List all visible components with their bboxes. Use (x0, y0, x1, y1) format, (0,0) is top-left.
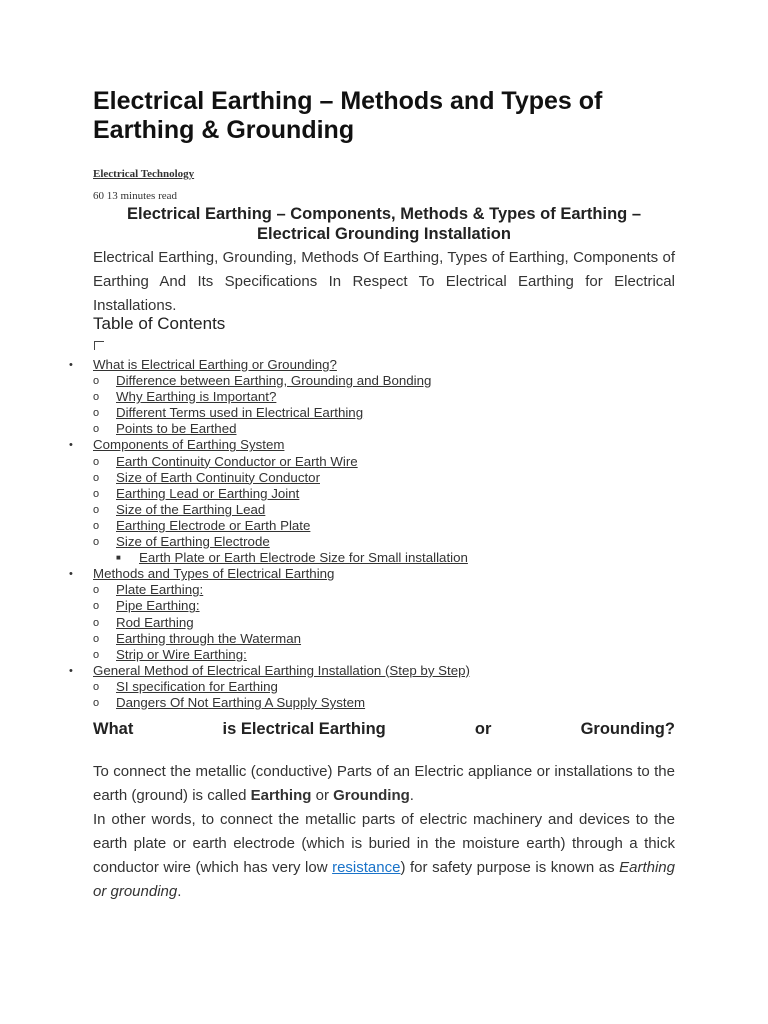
circle-bullet-icon: o (93, 407, 100, 420)
toc-link[interactable]: Pipe Earthing: (116, 598, 200, 614)
circle-bullet-icon: o (93, 455, 100, 468)
intro-paragraph: Electrical Earthing, Grounding, Methods Of Earthing, Types of Earthing, Components of Earthing And Its Specifications In Respect To Electrical Earthing for Electrical Installations. (93, 249, 675, 314)
bold-term-grounding: Grounding (333, 787, 410, 804)
toc-item (93, 631, 693, 647)
page-title: Electrical Earthing – Methods and Types of Earthing & Grounding (93, 87, 603, 144)
section-body (93, 760, 675, 904)
toc-link[interactable]: Rod Earthing (116, 614, 194, 630)
bullet-icon: • (69, 359, 73, 371)
toc-item (93, 679, 693, 695)
section-heading (93, 720, 675, 739)
toc-item (69, 437, 693, 453)
text-run: . (177, 883, 182, 900)
toc-link[interactable]: Components of Earthing System (93, 437, 285, 453)
toc-link[interactable]: Size of Earth Continuity Conductor (116, 469, 320, 485)
toc-link[interactable]: Size of Earthing Electrode (116, 534, 270, 550)
toc-item (93, 470, 693, 486)
circle-bullet-icon: o (93, 471, 100, 484)
toc-link[interactable]: Difference between Earthing, Grounding and Bonding (116, 373, 432, 389)
toc-item (93, 615, 693, 631)
toc-item (93, 405, 693, 421)
toc-item (93, 695, 693, 711)
circle-bullet-icon: o (93, 600, 100, 613)
toc-link[interactable]: Why Earthing is Important? (116, 389, 277, 405)
toc-list (69, 357, 693, 711)
circle-bullet-icon: o (93, 680, 100, 693)
toc-link[interactable]: Points to be Earthed (116, 421, 237, 437)
toc-item (93, 421, 693, 437)
subtitle-line-2: Electrical Grounding Installation (257, 225, 511, 243)
toc-link[interactable]: Size of the Earthing Lead (116, 501, 266, 517)
toc-link[interactable]: Strip or Wire Earthing: (116, 646, 247, 662)
bold-term-earthing: Earthing (250, 787, 312, 804)
text-run: In other words, to connect the metallic parts of electric machinery and devices to the earth plate or earth electrode (which is buried in the moisture earth) through a thick conductor wire (which has very low (93, 811, 675, 876)
toc-item (93, 518, 693, 534)
resistance-link[interactable]: resistance (332, 859, 401, 876)
text-run: or (311, 787, 334, 804)
heading-word: Grounding? (580, 720, 675, 738)
toc-item (93, 550, 693, 566)
circle-bullet-icon: o (93, 616, 100, 629)
bullet-icon: • (69, 439, 73, 452)
circle-bullet-icon: o (93, 519, 100, 532)
bullet-icon: • (69, 664, 73, 677)
toc-link[interactable]: Different Terms used in Electrical Earthing (116, 405, 364, 421)
definition-paragraph (93, 760, 675, 808)
circle-bullet-icon: o (93, 503, 100, 516)
toc-link[interactable]: Earth Continuity Conductor or Earth Wire (116, 453, 358, 469)
subtitle-line-1: Electrical Earthing – Components, Methods & Types of Earthing – (126, 205, 642, 223)
toc-item (93, 486, 693, 502)
heading-word: is Electrical Earthing (222, 720, 386, 738)
category-link[interactable]: Electrical Technology (93, 168, 195, 180)
toc-link[interactable]: Methods and Types of Electrical Earthing (93, 566, 335, 582)
toc-link[interactable]: Earthing Electrode or Earth Plate (116, 517, 311, 533)
toc-item (93, 389, 693, 405)
circle-bullet-icon: o (93, 696, 100, 709)
toc-item (93, 373, 693, 389)
circle-bullet-icon: o (93, 584, 100, 597)
toc-item (93, 454, 693, 470)
toc-title: Table of Contents (93, 314, 226, 333)
toc-item (93, 502, 693, 518)
heading-word: What (93, 720, 134, 738)
circle-bullet-icon: o (93, 536, 100, 549)
toc-item (93, 534, 693, 550)
text-run: To connect the metallic (conductive) Parts of an Electric appliance or installations to the earth (ground) is called (93, 763, 675, 804)
toc-toggle-checkbox[interactable] (94, 341, 104, 350)
circle-bullet-icon: o (93, 632, 100, 645)
article-subtitle (93, 204, 675, 244)
toc-link[interactable]: Earthing through the Waterman (116, 630, 302, 646)
toc-item (69, 566, 693, 582)
toc-item (69, 357, 693, 373)
explanation-paragraph (93, 808, 675, 904)
circle-bullet-icon: o (93, 487, 100, 500)
toc-item (69, 662, 693, 679)
italic-term: Earthing or grounding (93, 859, 675, 900)
toc-link[interactable]: What is Electrical Earthing or Grounding? (93, 357, 337, 372)
circle-bullet-icon: o (93, 375, 100, 388)
toc-link[interactable]: General Method of Electrical Earthing Installation (Step by Step) (93, 662, 470, 678)
text-run: . (409, 787, 414, 804)
toc-link[interactable]: Earthing Lead or Earthing Joint (116, 485, 300, 501)
circle-bullet-icon: o (93, 391, 100, 404)
heading-word: or (474, 720, 492, 738)
bullet-icon: • (69, 568, 73, 581)
toc-item (93, 647, 693, 663)
circle-bullet-icon: o (93, 648, 100, 661)
text-run: ) for safety purpose is known as (400, 859, 620, 876)
read-time: 60 13 minutes read (93, 190, 178, 202)
square-bullet-icon: ■ (116, 553, 121, 563)
toc-link[interactable]: Plate Earthing: (116, 582, 204, 598)
toc-link[interactable]: SI specification for Earthing (116, 678, 278, 694)
toc-link[interactable]: Dangers Of Not Earthing A Supply System (116, 694, 366, 710)
toc-item (93, 598, 693, 614)
toc-link[interactable]: Earth Plate or Earth Electrode Size for Small installation (139, 550, 468, 566)
toc-item (93, 582, 693, 598)
circle-bullet-icon: o (93, 423, 100, 436)
